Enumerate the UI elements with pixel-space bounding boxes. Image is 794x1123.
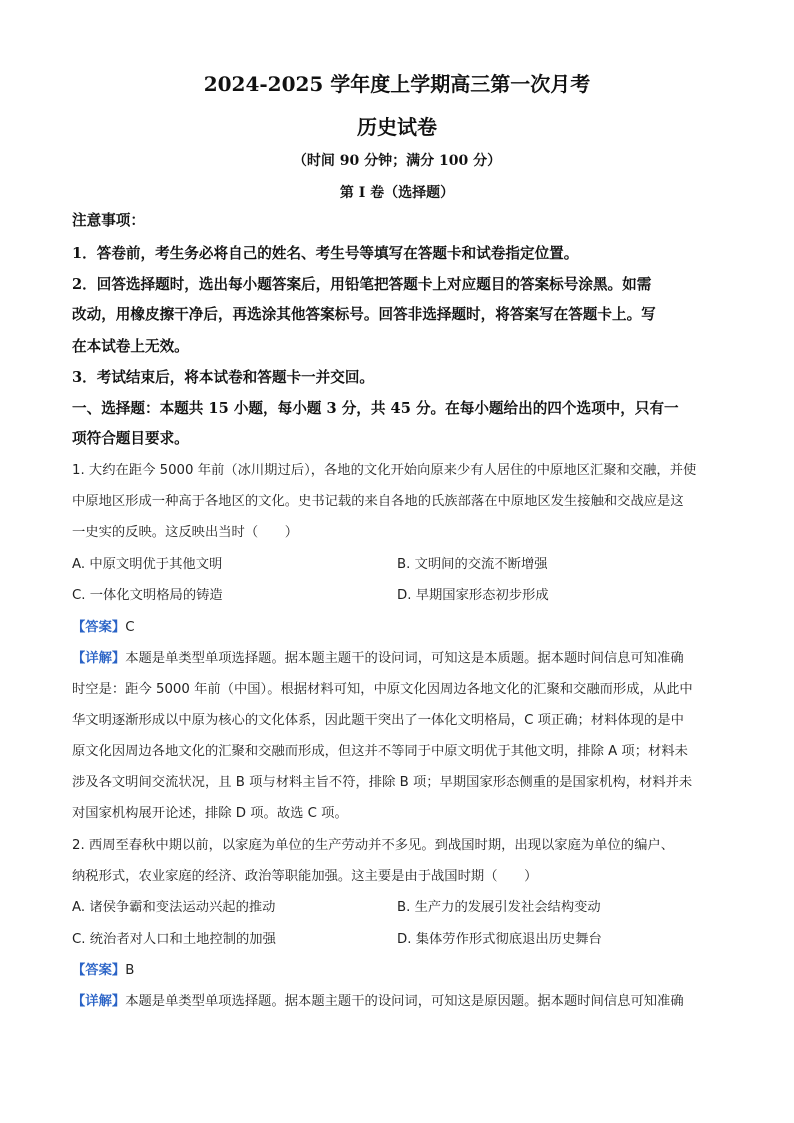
section-heading: 项符合题目要求。 (72, 430, 189, 447)
question-1-option-c: C. 一体化文明格局的铸造 (72, 588, 223, 603)
question-1-detail: 涉及各文明间交流状况，且 B 项与材料主旨不符，排除 B 项；早期国家形态侧重的是国家机构，材料并未 (72, 775, 693, 790)
question-2-option-d: D. 集体劳作形式彻底退出历史舞台 (397, 932, 602, 947)
notice-heading: 注意事项： (72, 212, 145, 229)
question-2-stem: 2. 西周至春秋中期以前，以家庭为单位的生产劳动并不多见。到战国时期，出现以家庭为单位的编户、 (72, 838, 674, 853)
answer-tag: 【答案】 (72, 963, 126, 978)
question-2-stem: 纳税形式，农业家庭的经济、政治等职能加强。这主要是由于战国时期（ ） (72, 869, 538, 884)
question-1-answer (72, 618, 722, 638)
notice-line: 1．答卷前，考生务必将自己的姓名、考生号等填写在答题卡和试卷指定位置。 (72, 245, 579, 262)
question-1-detail: 时空是：距今 5000 年前（中国）。根据材料可知，中原文化因周边各地文化的汇聚和交融而形成，从此中 (72, 682, 693, 697)
question-1-option-b: B. 文明间的交流不断增强 (397, 557, 548, 572)
question-1-stem: 1. 大约在距今 5000 年前（冰川期过后），各地的文化开始向原来少有人居住的中原地区汇聚和交融，并使 (72, 463, 697, 478)
answer-value: C (125, 620, 135, 635)
section-heading: 一、选择题：本题共 15 小题，每小题 3 分，共 45 分。在每小题给出的四个选项中，只有一 (72, 400, 679, 417)
detail-tag: 【详解】 (72, 651, 126, 666)
question-1-stem: 中原地区形成一种高于各地区的文化。史书记载的来自各地的氏族部落在中原地区发生接触和交战应是这 (72, 494, 684, 509)
question-1-detail: 对国家机构展开论述，排除 D 项。故选 C 项。 (72, 806, 348, 821)
subject-title: 历史试卷 (357, 115, 437, 139)
notice-line: 改动，用橡皮擦干净后，再选涂其他答案标号。回答非选择题时，将答案写在答题卡上。写 (72, 306, 656, 323)
answer-value: B (125, 963, 135, 978)
volume-title: 第 I 卷（选择题） (339, 185, 455, 201)
notice-line: 3．考试结束后，将本试卷和答题卡一并交回。 (72, 369, 375, 386)
notice-line: 在本试卷上无效。 (72, 338, 189, 355)
question-1-detail: 原文化因周边各地文化的汇聚和交融而形成，但这并不等同于中原文明优于其他文明，排除 A 项；材料未 (72, 744, 688, 759)
question-2-answer (72, 961, 722, 981)
detail-text: 本题是单类型单项选择题。据本题主题干的设问词，可知这是本质题。据本题时间信息可知准确 (125, 651, 684, 666)
question-1-detail: 华文明逐渐形成以中原为核心的文化体系，因此题干突出了一体化文明格局，C 项正确；材料体现的是中 (72, 713, 684, 728)
time-info: （时间 90 分钟；满分 100 分） (292, 153, 502, 169)
question-2-option-b: B. 生产力的发展引发社会结构变动 (397, 900, 601, 915)
question-1-stem: 一史实的反映。这反映出当时（ ） (72, 525, 299, 540)
question-2-option-c: C. 统治者对人口和土地控制的加强 (72, 932, 276, 947)
notice-line: 2．回答选择题时，选出每小题答案后，用铅笔把答题卡上对应题目的答案标号涂黑。如需 (72, 276, 652, 293)
detail-tag: 【详解】 (72, 994, 126, 1009)
answer-tag: 【答案】 (72, 620, 126, 635)
detail-text: 本题是单类型单项选择题。据本题主题干的设问词，可知这是原因题。据本题时间信息可知准确 (125, 994, 684, 1009)
exam-title: 2024-2025 学年度上学期高三第一次月考 (203, 72, 591, 96)
question-1-option-a: A. 中原文明优于其他文明 (72, 557, 223, 572)
question-1-option-d: D. 早期国家形态初步形成 (397, 588, 549, 603)
question-2-detail (72, 992, 722, 1012)
question-1-detail (72, 649, 722, 669)
question-2-option-a: A. 诸侯争霸和变法运动兴起的推动 (72, 900, 276, 915)
